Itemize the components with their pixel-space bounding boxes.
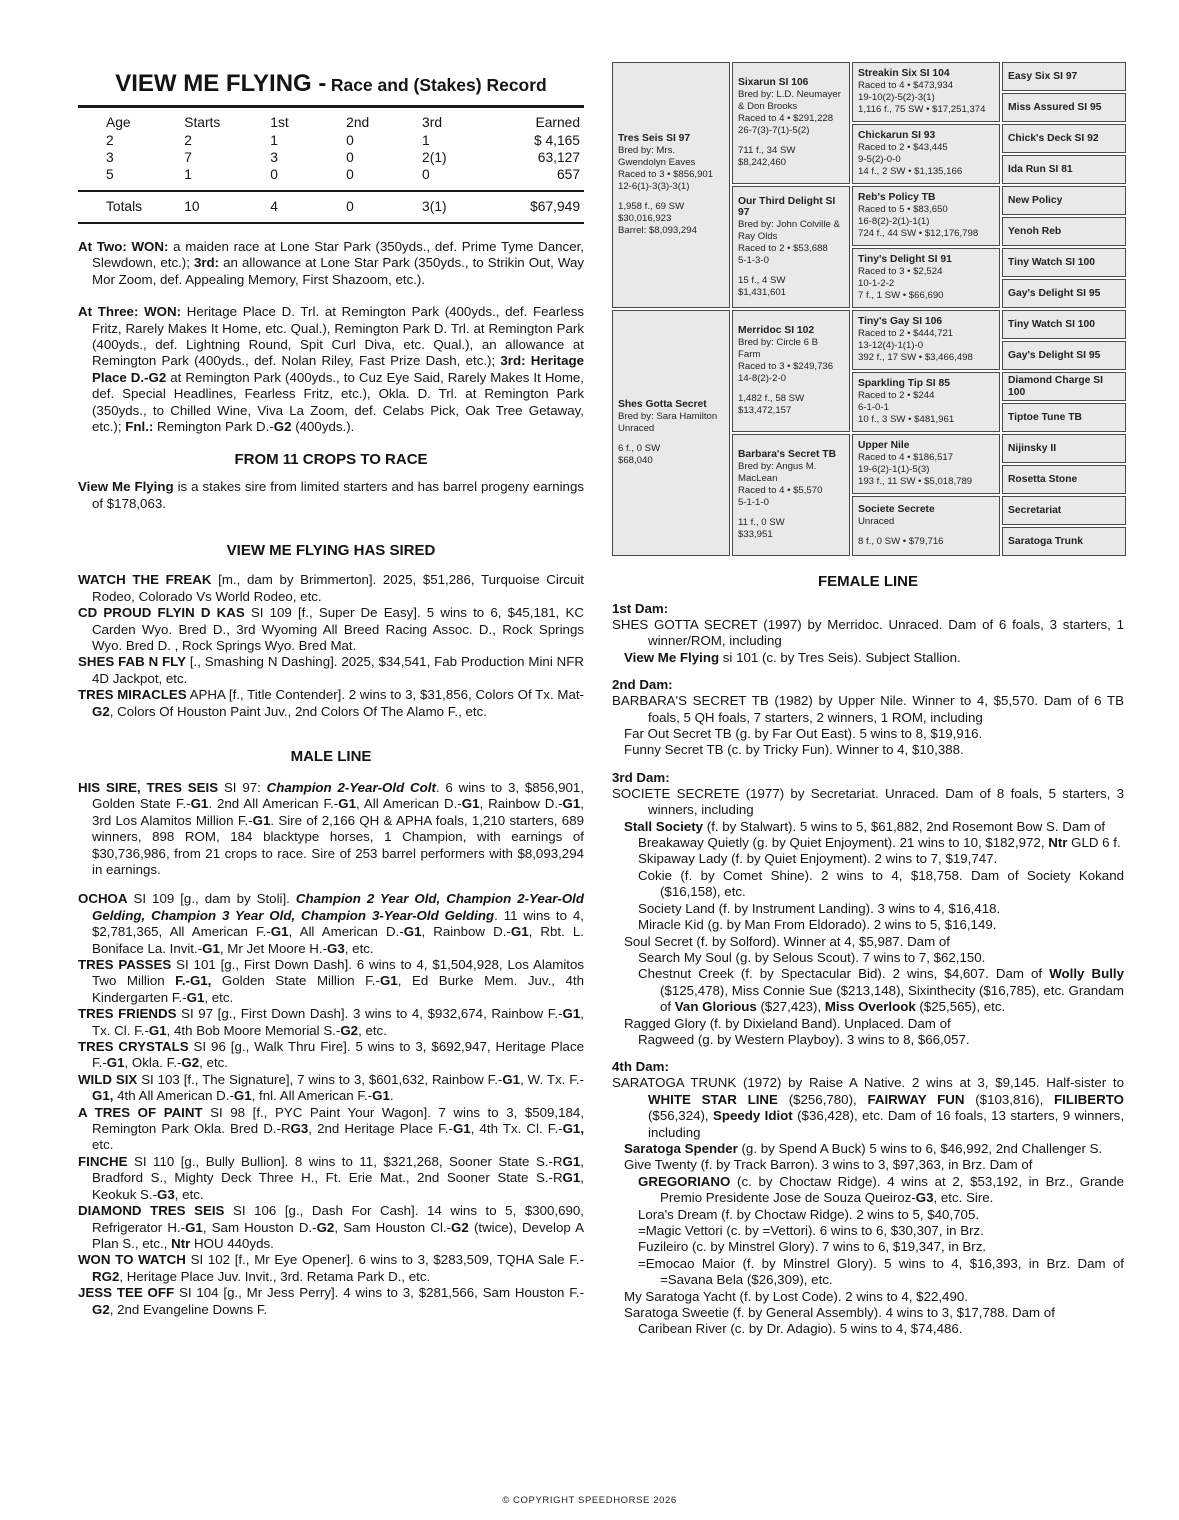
dam-entry: Chestnut Creek (f. by Spectacular Bid). 2 wins, $4,607. Dam of Wolly Bully ($125,478), Miss Connie Sue ($213,148), Sixinthecity ($16,785), etc. Grandam of Van Glorious ($27,423), Miss Overlook ($25,565), etc. [638, 966, 1124, 1015]
pedigree-detail-line: Barrel: $8,093,294 [618, 224, 697, 236]
pedigree-detail-line: Bred by: John Colville & Ray Olds [738, 219, 840, 243]
pedigree-detail-line: 1,482 f., 58 SW [738, 392, 805, 404]
pedigree-detail-line [618, 435, 724, 443]
pedigree-cell [1002, 403, 1126, 432]
male-line-heading: MALE LINE [290, 747, 372, 765]
pedigree-detail-line: $8,242,460 [738, 156, 787, 168]
pedigree-detail-line: Farm [738, 349, 761, 361]
pedigree-detail-line: $30,016,923 [618, 212, 672, 224]
pedigree-detail-line: Raced to 3 • $249,736 [738, 361, 834, 373]
pedigree-detail-line: Bred by: Sara Hamilton [618, 411, 718, 423]
dam-label: 2nd Dam: [612, 677, 673, 693]
left-column [78, 70, 584, 1318]
pedigree-detail-line: Raced to 2 • $444,721 [858, 328, 954, 340]
record-col-header: 2nd [346, 115, 370, 130]
dam-entry: Caribean River (c. by Dr. Adagio). 5 wins to 4, $74,486. [638, 1321, 963, 1337]
pedigree-horse-name: Chick's Deck SI 92 [1008, 132, 1099, 144]
pedigree-horse-name: Chickarun SI 93 [858, 130, 936, 142]
record-col-header: Earned [535, 115, 580, 130]
pedigree-detail-line: 8 f., 0 SW • $79,716 [858, 535, 944, 547]
pedigree-horse-name: Yenoh Reb [1008, 225, 1062, 237]
text-entry: DIAMOND TRES SEIS SI 106 [g., Dash For Cash]. 14 wins to 5, $300,690, Refrigerator H.-G1, Sam Houston D.-G2, Sam Houston Cl.-G2 (twice), Develop A Plan S., etc., Ntr HOU 440yds. [78, 1203, 585, 1251]
text-entry: OCHOA SI 109 [g., dam by Stoli]. Champion 2 Year Old, Champion 2-Year-Old Gelding, Champion 3 Year Old, Champion 3-Year-Old Gelding. 11 wins to 4, $2,781,365, All American F.-G1, All American D.-G1, Rainbow D.-G1, Rbt. L. Boniface La. Invit.-G1, Mr Jet Moore H.-G3, etc. [78, 891, 584, 956]
pedigree-detail-line: Bred by: Circle 6 B [738, 337, 818, 349]
pedigree-detail-line [618, 193, 724, 201]
text-entry: SHES FAB N FLY [., Smashing N Dashing]. 2025, $34,541, Fab Production Mini NFR 4D Jackpot, etc. [78, 654, 584, 686]
pedigree-horse-name: Diamond Charge SI 100 [1008, 374, 1103, 398]
pedigree-horse-name: Our Third Delight SI 97 [738, 195, 836, 219]
pedigree-cell [1002, 527, 1126, 556]
sired-heading: VIEW ME FLYING HAS SIRED [226, 542, 436, 560]
text-entry: At Two: WON: a maiden race at Lone Star Park (350yds., def. Prime Tyme Dancer, Slewdown, etc.); 3rd: an allowance at Lone Star Park (350yds., to Strikin Out, Way Mor Zoom, def. Appealing Memory, First Shazoom, etc.). [78, 239, 585, 287]
pedigree-horse-name: Tres Seis SI 97 [618, 133, 691, 145]
pedigree-horse-name: Gay's Delight SI 95 [1008, 287, 1101, 299]
pedigree-horse-name: New Policy [1008, 194, 1063, 206]
pedigree-detail-line: 6-1-0-1 [858, 401, 889, 413]
pedigree-cell [1002, 155, 1126, 184]
record-row: 5 1 0 0 0 657 [106, 167, 580, 182]
pedigree-horse-name: Upper Nile [858, 440, 910, 452]
pedigree-detail-line [738, 509, 844, 517]
dam-section [612, 770, 1124, 1049]
right-column [612, 62, 1124, 1338]
pedigree-cell [1002, 310, 1126, 339]
pedigree-horse-name: Tiny Watch SI 100 [1008, 318, 1095, 330]
pedigree-cell [852, 434, 1000, 494]
pedigree-cell [1002, 217, 1126, 246]
text-entry: CD PROUD FLYIN D KAS SI 109 [f., Super De Easy]. 5 wins to 6, $45,181, KC Carden Wyo. Bred D., 3rd Wyoming All Breed Racing Assoc. D., Rock Springs Wyo. Bred D. , Rock Springs Wyo. Bred Mat. [78, 605, 584, 653]
text-entry: At Three: WON: Heritage Place D. Trl. at Remington Park (400yds., def. Fearless Fritz, Rarely Makes It Home, etc. Qual.), Remington Park D. Trl. at Remington Park (400yds., def. Lightning Round, Spit Curl Diva, etc. Qual.), an allowance at Remington Park (400yds., def. Nolan Riley, Fast Prize Dash, etc.); 3rd: Heritage Place D.-G2 at Remington Park (400yds., to Cuz Eye Said, Rarely Makes It Home, def. Special Headlines, Fearless Fritz, etc.), Okla. D. Trl. at Remington Park (350yds., to Chilled Wine, Viva La Zoom, def. Celabs Pick, Oak Tree Getaway, etc.); Fnl.: Remington Park D.-G2 (400yds.). [78, 304, 584, 435]
dam-entry: SARATOGA TRUNK (1972) by Raise A Native. 2 wins at 3, $9,145. Half-sister to WHITE STAR LINE ($256,780), FAIRWAY FUN ($103,816), FILIBERTO ($56,324), Speedy Idiot ($36,428), etc. Dam of 16 foals, 13 starters, 9 winners, including [612, 1075, 1125, 1140]
dam-entry: Give Twenty (f. by Track Barron). 3 wins to 3, $97,363, in Brz. Dam of [624, 1157, 1033, 1173]
text-entry: TRES FRIENDS SI 97 [g., First Down Dash]. 3 wins to 4, $932,674, Rainbow F.-G1, Tx. Cl. F.-G1, 4th Bob Moore Memorial S.-G2, etc. [78, 1006, 584, 1038]
record-col-header: 1st [270, 115, 289, 130]
pedigree-cell [1002, 465, 1126, 494]
pedigree-detail-line: 14 f., 2 SW • $1,135,166 [858, 165, 963, 177]
pedigree-cell [852, 186, 1000, 246]
pedigree-cell [1002, 341, 1126, 370]
pedigree-horse-name: Barbara's Secret TB [738, 449, 837, 461]
dam-entry: View Me Flying si 101 (c. by Tres Seis). Subject Stallion. [624, 649, 961, 665]
male-line-list [78, 780, 584, 1318]
dam-entry: Funny Secret TB (c. by Tricky Fun). Winner to 4, $10,388. [624, 742, 964, 758]
pedigree-horse-name: Sixarun SI 106 [738, 77, 809, 89]
pedigree-detail-line: Raced to 3 • $2,524 [858, 266, 943, 278]
pedigree-horse-name: Merridoc SI 102 [738, 325, 815, 337]
pedigree-detail-line: Raced to 4 • $473,934 [858, 80, 954, 92]
pedigree-detail-line: 11 f., 0 SW [738, 516, 785, 528]
pedigree-horse-name: Tiny's Gay SI 106 [858, 316, 943, 328]
text-entry: WON TO WATCH SI 102 [f., Mr Eye Opener]. 6 wins to 3, $283,509, TQHA Sale F.-RG2, Heritage Place Juv. Invit., 3rd. Retama Park D., etc. [78, 1252, 584, 1284]
pedigree-horse-name: Tiptoe Tune TB [1008, 411, 1082, 423]
pedigree-detail-line: 12-6(1)-3(3)-3(1) [618, 180, 690, 192]
pedigree-cell [1002, 248, 1126, 277]
pedigree-cell [1002, 124, 1126, 153]
dam-entry: Soul Secret (f. by Solford). Winner at 4, $5,987. Dam of [624, 933, 950, 949]
dam-entry: Miracle Kid (g. by Man From Eldorado). 2 wins to 5, $16,149. [638, 917, 997, 933]
dam-entry: Saratoga Sweetie (f. by General Assembly). 4 wins to 3, $17,788. Dam of [624, 1305, 1055, 1321]
text-entry: A TRES OF PAINT SI 98 [f., PYC Paint Your Wagon]. 7 wins to 3, $509,184, Remington Park Okla. Bred D.-RG3, 2nd Heritage Place F.-G1, 4th Tx. Cl. F.-G1, etc. [78, 1104, 585, 1153]
dam-entry: My Saratoga Yacht (f. by Lost Code). 2 wins to 4, $22,490. [624, 1288, 968, 1304]
dam-entry: =Emocao Maior (f. by Minstrel Glory). 5 wins to 4, $16,393, in Brz. Dam of =Savana Bela ($26,309), etc. [638, 1255, 1124, 1288]
record-table [78, 105, 584, 224]
pedigree-detail-line: 6 f., 0 SW [618, 442, 661, 454]
pedigree-cell [732, 62, 850, 184]
pedigree-detail-line: Raced to 2 • $43,445 [858, 142, 948, 154]
dam-label: 1st Dam: [612, 601, 669, 616]
dam-section [612, 677, 1124, 759]
pedigree-cell [1002, 372, 1126, 401]
dam-entry: Skipaway Lady (f. by Quiet Enjoyment). 2 wins to 7, $19,747. [638, 851, 998, 867]
pedigree-detail-line: $1,431,601 [738, 286, 787, 298]
pedigree-horse-name: Easy Six SI 97 [1008, 70, 1078, 82]
pedigree-cell [852, 496, 1000, 556]
race-notes [78, 239, 584, 435]
pedigree-detail-line: 724 f., 44 SW • $12,176,798 [858, 227, 979, 239]
female-line-heading: FEMALE LINE [818, 573, 918, 590]
dam-entry: SOCIETE SECRETE (1977) by Secretariat. Unraced. Dam of 8 foals, 5 starters, 3 winners, including [612, 785, 1124, 818]
pedigree-detail-line: 10-1-2-2 [858, 277, 895, 289]
pedigree-horse-name: Societe Secrete [858, 504, 935, 516]
dam-entry: Ragweed (g. by Western Playboy). 3 wins to 8, $66,057. [638, 1031, 970, 1047]
dam-entry: Breakaway Quietly (g. by Quiet Enjoyment). 21 wins to 10, $182,972, Ntr GLD 6 f. [638, 835, 1121, 851]
pedigree-detail-line: Raced to 3 • $856,901 [618, 169, 714, 181]
record-subtitle: Race and (Stakes) Record [330, 75, 547, 95]
pedigree-detail-line: 13-12(4)-1(1)-0 [858, 339, 924, 351]
pedigree-detail-line: MacLean [738, 473, 778, 485]
pedigree-detail-line: 10 f., 3 SW • $481,961 [858, 413, 955, 425]
pedigree-horse-name: Tiny's Delight SI 91 [858, 254, 952, 266]
pedigree-detail-line: 26-7(3)-7(1)-5(2) [738, 124, 810, 136]
pedigree-detail-line: & Don Brooks [738, 101, 798, 113]
pedigree-detail-line: $13,472,157 [738, 404, 792, 416]
pedigree-horse-name: Saratoga Trunk [1008, 535, 1083, 547]
pedigree-detail-line: 15 f., 4 SW [738, 274, 786, 286]
pedigree-detail-line: Raced to 4 • $291,228 [738, 113, 834, 125]
copyright-footer: © COPYRIGHT SPEEDHORSE 2026 [502, 1495, 677, 1506]
pedigree-detail-line: Raced to 2 • $244 [858, 390, 935, 402]
race-record-table [78, 105, 584, 224]
pedigree-cell [1002, 279, 1126, 308]
pedigree-detail-line: 711 f., 34 SW [738, 144, 796, 156]
pedigree-detail-line: 1,958 f., 69 SW [618, 200, 685, 212]
text-entry: FINCHE SI 110 [g., Bully Bullion]. 8 wins to 11, $321,268, Sooner State S.-RG1, Bradford S., Mighty Deck Three H., Ft. Erie Mat., 2nd Sooner State S.-RG1, Keokuk S.-G3, etc. [78, 1153, 584, 1202]
dam-section [612, 601, 1124, 666]
text-entry: TRES PASSES SI 101 [g., First Down Dash]. 6 wins to 4, $1,504,928, Los Alamitos Two Million F.-G1, Golden State Million F.-G1, Ed Burke Mem. Juv., 4th Kindergarten F.-G1, etc. [78, 957, 584, 1005]
page-title [78, 70, 584, 98]
record-col-header: Starts [184, 115, 221, 130]
sired-list [78, 572, 584, 720]
pedigree-cell [1002, 93, 1126, 122]
pedigree-detail-line: Raced to 5 • $83,650 [858, 204, 948, 216]
pedigree-cell [852, 310, 1000, 370]
pedigree-cell [852, 372, 1000, 432]
dam-entry: Saratoga Spender (g. by Spend A Buck) 5 wins to 6, $46,992, 2nd Challenger S. [624, 1140, 1103, 1156]
record-col-header: Age [106, 115, 131, 130]
pedigree-detail-line: Unraced [618, 423, 655, 435]
record-row: 2 2 1 0 1 $ 4,165 [106, 133, 580, 148]
pedigree-detail-line: Bred by: Angus M. [738, 461, 817, 473]
female-line [612, 601, 1124, 1338]
pedigree-detail-line [738, 137, 844, 145]
text-entry: WILD SIX SI 103 [f., The Signature], 7 wins to 3, $601,632, Rainbow F.-G1, W. Tx. F.-G1, 4th All American D.-G1, fnl. All American F.-G1. [78, 1071, 584, 1104]
horse-name-title: VIEW ME FLYING - [115, 70, 327, 97]
dam-entry: =Magic Vettori (c. by =Vettori). 6 wins to 6, $30,307, in Brz. [638, 1223, 984, 1238]
record-col-header: 3rd [422, 115, 442, 130]
pedigree-detail-line [738, 385, 844, 393]
pedigree-detail-line: 5-1-1-0 [738, 496, 769, 508]
pedigree-detail-line: Unraced [858, 516, 895, 528]
pedigree-table [612, 62, 1124, 556]
pedigree-cell [732, 186, 850, 308]
pedigree-cell [612, 310, 730, 556]
pedigree-detail-line: Raced to 2 • $53,688 [738, 242, 828, 254]
dam-label: 3rd Dam: [612, 769, 670, 785]
pedigree-horse-name: Shes Gotta Secret [618, 399, 707, 411]
pedigree-cell [1002, 62, 1126, 91]
crops-note: View Me Flying is a stakes sire from limited starters and has barrel progeny earnings of $178,063. [78, 479, 584, 511]
pedigree-detail-line: 19-10(2)-5(2)-3(1) [858, 91, 935, 103]
pedigree-cell [1002, 434, 1126, 463]
dam-entry: SHES GOTTA SECRET (1997) by Merridoc. Unraced. Dam of 6 foals, 3 starters, 1 winner/ROM, including [612, 617, 1124, 649]
pedigree-detail-line: 5-1-3-0 [738, 254, 769, 266]
dam-entry: Ragged Glory (f. by Dixieland Band). Unplaced. Dam of [624, 1015, 951, 1031]
pedigree-detail-line: 16-8(2)-2(1)-1(1) [858, 215, 930, 227]
pedigree-horse-name: Sparkling Tip SI 85 [858, 378, 950, 390]
record-totals-row: Totals 10 4 0 3(1) $67,949 [106, 199, 580, 214]
pedigree-detail-line: 7 f., 1 SW • $66,690 [858, 289, 944, 301]
pedigree-detail-line: $33,951 [738, 528, 773, 540]
record-row: 3 7 3 0 2(1) 63,127 [106, 150, 580, 165]
text-entry: TRES CRYSTALS SI 96 [g., Walk Thru Fire]. 5 wins to 3, $692,947, Heritage Place F.-G1, Okla. F.-G2, etc. [78, 1039, 584, 1071]
dam-entry: GREGORIANO (c. by Choctaw Ridge). 4 wins at 2, $53,192, in Brz., Grande Premio Presidente Jose de Souza Queiroz-G3, etc. Sire. [638, 1173, 1124, 1206]
dam-entry: Stall Society (f. by Stalwart). 5 wins to 5, $61,882, 2nd Rosemont Bow S. Dam of [624, 818, 1106, 834]
dam-entry: Society Land (f. by Instrument Landing). 3 wins to 4, $16,418. [638, 900, 1001, 916]
pedigree-detail-line: Gwendolyn Eaves [618, 157, 696, 169]
pedigree-detail-line: 1,116 f., 75 SW • $17,251,374 [858, 103, 986, 115]
dam-entry: BARBARA'S SECRET TB (1982) by Upper Nile. Winner to 4, $5,570. Dam of 6 TB foals, 5 QH foals, 7 starters, 2 winners, 1 ROM, including [612, 693, 1124, 725]
dam-entry: Far Out Secret TB (g. by Far Out East). 5 wins to 8, $19,916. [624, 726, 983, 742]
pedigree-detail-line: $68,040 [618, 454, 653, 466]
pedigree-detail-line: Raced to 4 • $5,570 [738, 485, 823, 497]
pedigree-detail-line: 9-5(2)-0-0 [858, 153, 901, 165]
pedigree-detail-line: 392 f., 17 SW • $3,466,498 [858, 351, 973, 363]
dam-entry: Cokie (f. by Comet Shine). 2 wins to 4, $18,758. Dam of Society Kokand ($16,158), etc. [638, 867, 1124, 900]
pedigree-horse-name: Gay's Delight SI 95 [1008, 349, 1101, 361]
dam-label: 4th Dam: [612, 1059, 669, 1075]
pedigree-cell [852, 62, 1000, 122]
pedigree-horse-name: Ida Run SI 81 [1008, 163, 1073, 175]
pedigree-cell [732, 434, 850, 556]
pedigree-cell [1002, 496, 1126, 525]
pedigree-horse-name: Nijinsky II [1008, 442, 1057, 454]
pedigree-cell [1002, 186, 1126, 215]
pedigree-detail-line: 14-8(2)-2-0 [738, 372, 786, 384]
text-entry: TRES MIRACLES APHA [f., Title Contender]. 2 wins to 3, $31,856, Colors Of Tx. Mat-G2, Colors Of Houston Paint Juv., 2nd Colors Of The Alamo F., etc. [78, 687, 584, 719]
pedigree-horse-name: Secretariat [1008, 504, 1062, 516]
dam-entry: Lora's Dream (f. by Choctaw Ridge). 2 wins to 5, $40,705. [638, 1206, 980, 1222]
pedigree-horse-name: Streakin Six SI 104 [858, 68, 950, 80]
pedigree-cell [612, 62, 730, 308]
pedigree-detail-line: Bred by: L.D. Neumayer [738, 89, 841, 101]
pedigree-horse-name: Rosetta Stone [1008, 473, 1078, 485]
text-entry: JESS TEE OFF SI 104 [g., Mr Jess Perry]. 4 wins to 3, $281,566, Sam Houston F.-G2, 2nd Evangeline Downs F. [78, 1285, 584, 1317]
pedigree-horse-name: Reb's Policy TB [858, 192, 936, 204]
dam-section [612, 1059, 1124, 1338]
pedigree-detail-line: 193 f., 11 SW • $5,018,789 [858, 475, 973, 487]
dam-entry: Fuzileiro (c. by Minstrel Glory). 7 wins to 6, $19,347, in Brz. [638, 1239, 987, 1255]
pedigree-detail-line: Bred by: Mrs. [618, 145, 676, 157]
pedigree-cell [852, 124, 1000, 184]
pedigree-detail-line [738, 267, 844, 275]
pedigree-detail-line: Raced to 4 • $186,517 [858, 452, 954, 464]
pedigree-cell [852, 248, 1000, 308]
pedigree-cell [732, 310, 850, 432]
pedigree-horse-name: Miss Assured SI 95 [1008, 101, 1102, 113]
pedigree-detail-line [858, 528, 994, 536]
pedigree-horse-name: Tiny Watch SI 100 [1008, 256, 1095, 268]
dam-entry: Search My Soul (g. by Selous Scout). 7 wins to 7, $62,150. [638, 949, 986, 965]
pedigree-detail-line: 19-6(2)-1(1)-5(3) [858, 463, 930, 475]
text-entry: HIS SIRE, TRES SEIS SI 97: Champion 2-Year-Old Colt. 6 wins to 3, $856,901, Golden State F.-G1. 2nd All American F.-G1, All American D.-G1, Rainbow D.-G1, 3rd Los Alamitos Million F.-G1. Sire of 2,166 QH & APHA foals, 1,210 starters, 689 winners, 898 ROM, 184 blacktype horses, 1 Champion, with earnings of $30,736,986, from 21 crops to race. Sire of 253 barrel performers with $8,093,294 in earnings. [78, 779, 585, 877]
text-entry: WATCH THE FREAK [m., dam by Brimmerton]. 2025, $51,286, Turquoise Circuit Rodeo, Colorado Vs World Rodeo, etc. [78, 572, 584, 604]
crops-heading: FROM 11 CROPS TO RACE [234, 451, 428, 469]
